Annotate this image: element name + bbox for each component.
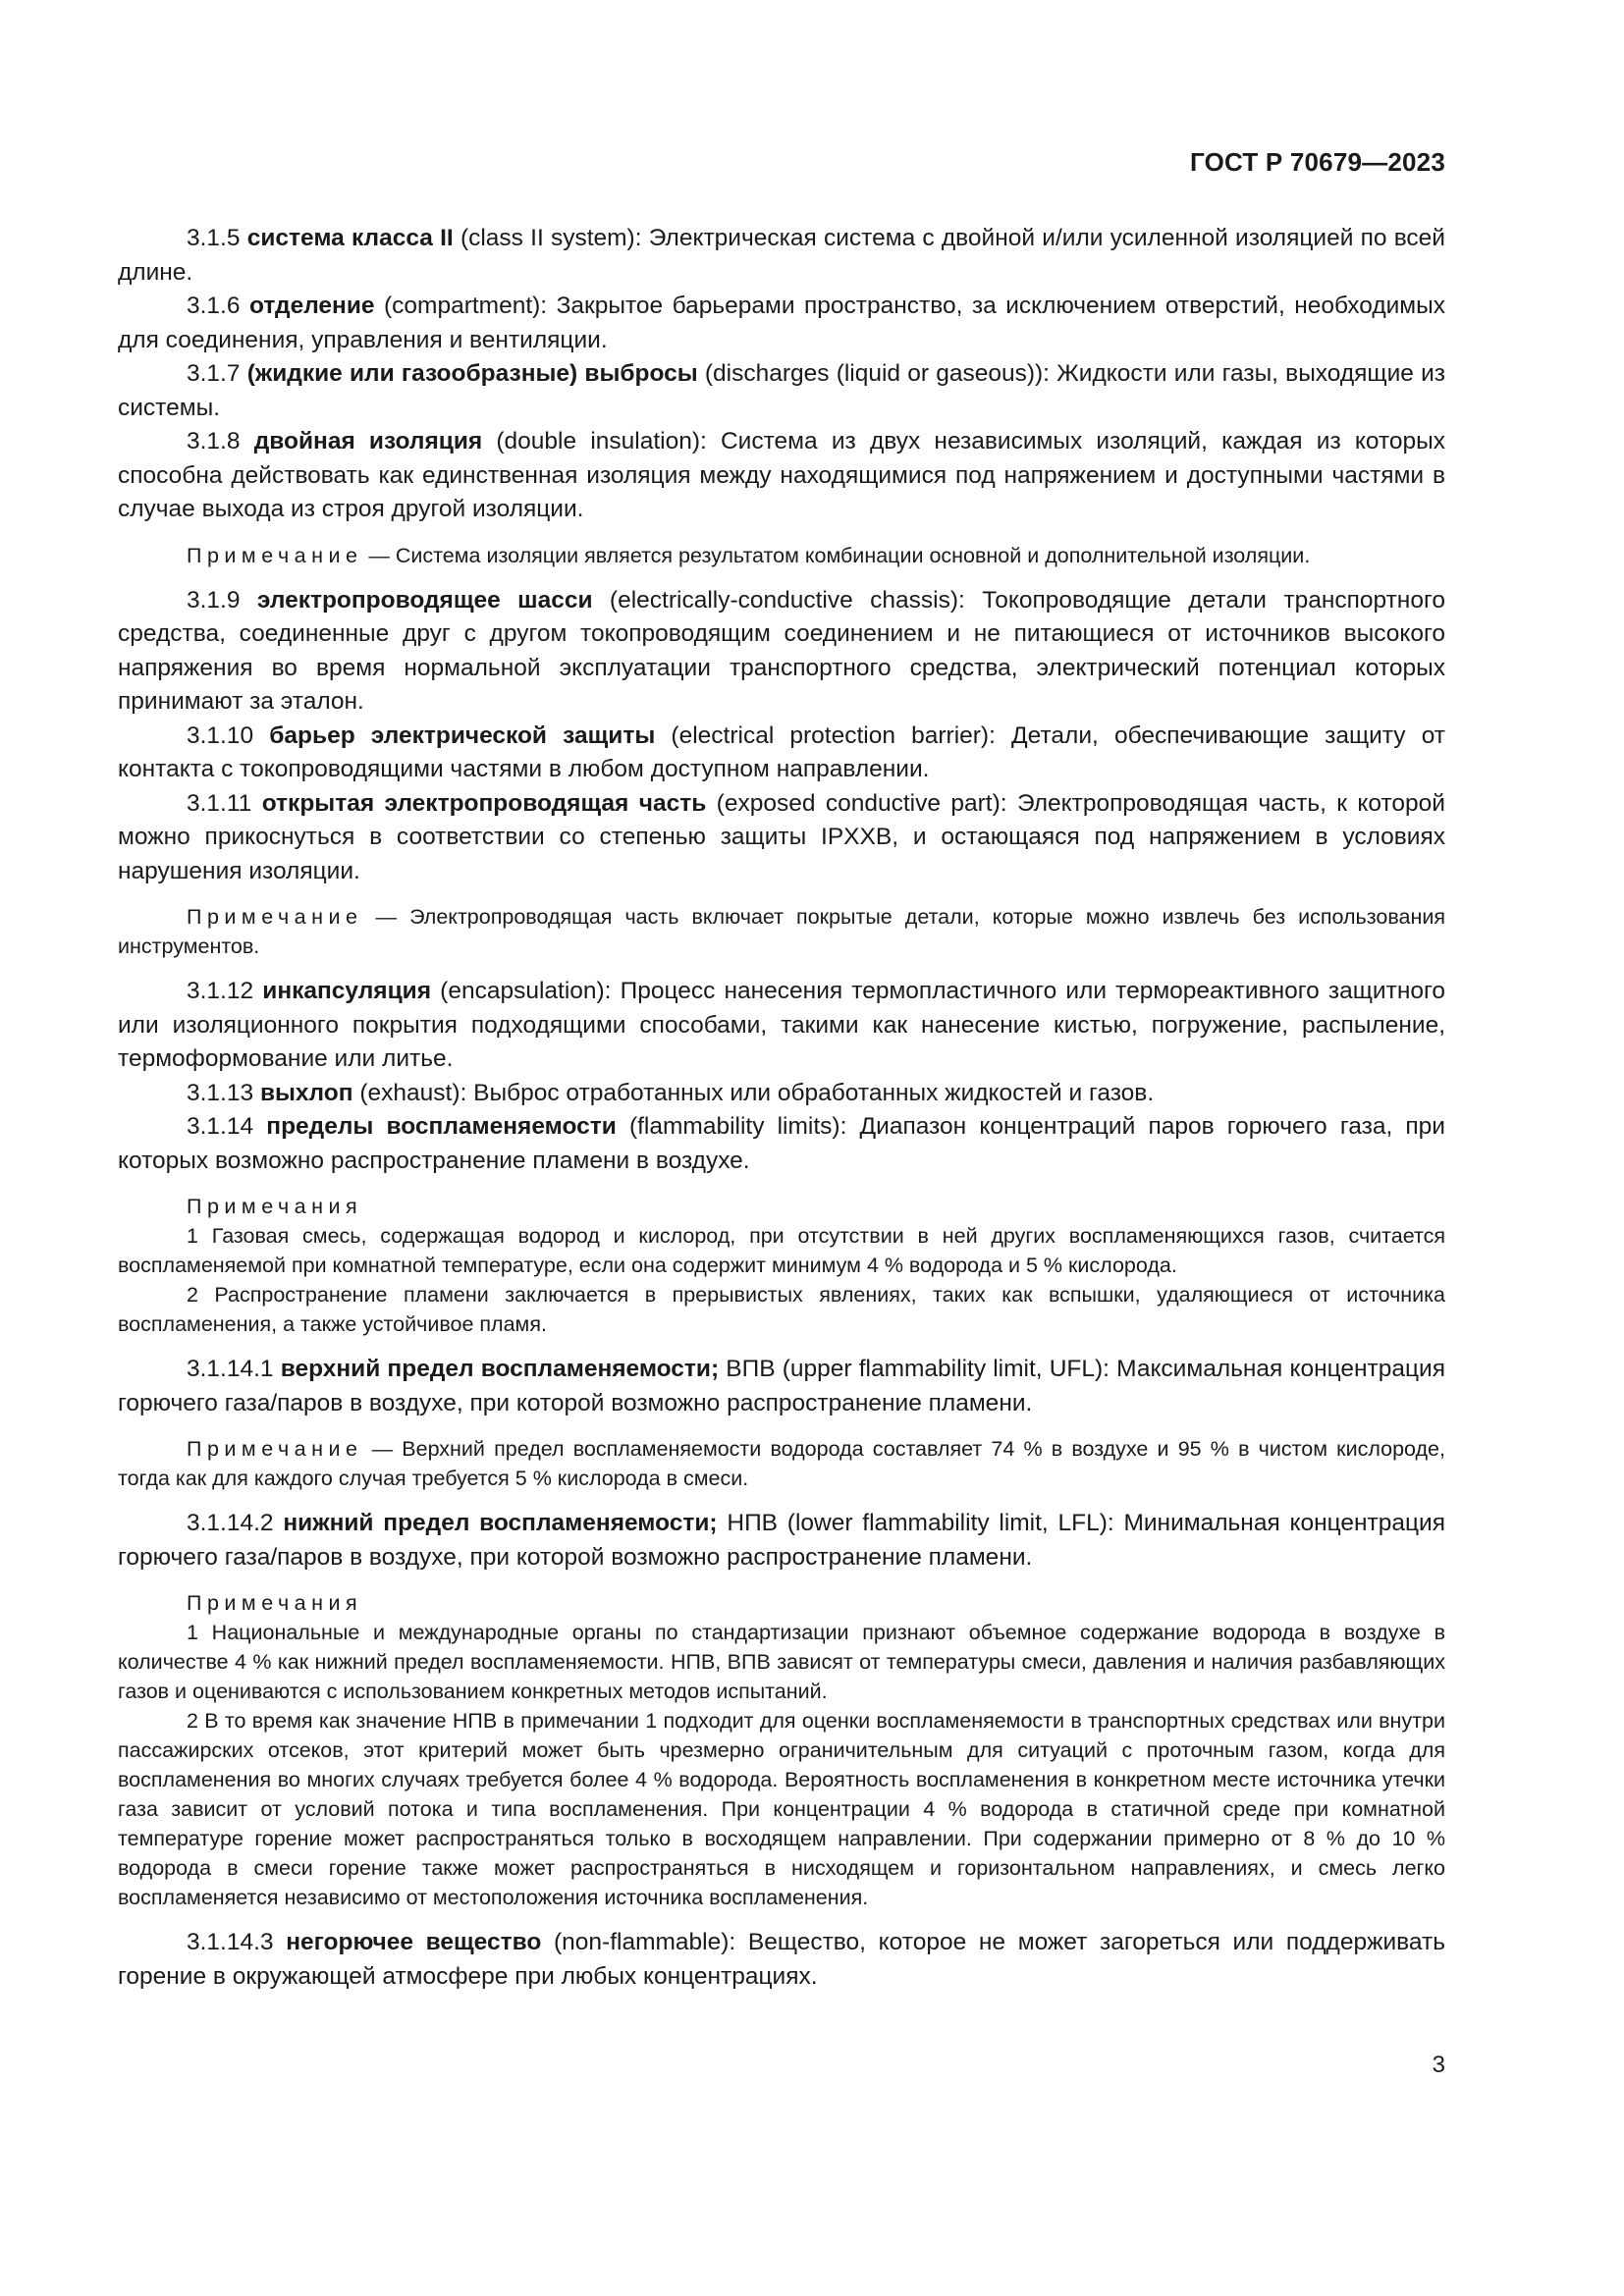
term-definition: (electrically-conductive chassis): Токопроводящие детали транспортного средства, соединенные друг с другом токопроводящим соединением и не питающиеся от источников высокого напряжения во время нормальной эксплуатации транспортного средства, электрический потенциал которых принимают за эталон. [118,586,1445,715]
term-definition: (double insulation): Система из двух независимых изоляций, каждая из которых способна действовать как единственная изоляция между находящимися под напряжением и доступными частями в случае выхода из строя другой изоляции. [118,428,1446,522]
term-number: 3.1.5 [187,225,241,251]
note-text: — Электропроводящая часть включает покрытые детали, которые можно извлечь без использования инструментов. [118,905,1445,958]
term-title: негорючее вещество [286,1929,542,1955]
term-number: 3.1.14 [187,1113,254,1140]
term-title: система класса II [246,225,454,251]
note-label: Примечание [187,1437,363,1461]
term-3-1-8 [118,425,1445,527]
term-definition: (class II system): Электрическая система с двойной и/или усиленной изоляцией по всей длине. [118,225,1445,286]
note-3-1-14-1 [118,1434,1445,1493]
term-title: пределы воспламеняемости [266,1113,617,1140]
term-3-1-7 [118,357,1445,425]
note-item: 2 В то время как значение НПВ в примечании 1 подходит для оценки воспламеняемости в транспортных средствах или внутри пассажирских отсеков, этот критерий может быть чрезмерно ограничительным для ситуаций с проточным газом, когда для воспламенения во многих случаях требуется более 4 % водорода. Вероятность воспламенения в конкретном месте источника утечки газа зависит от условий потока и типа воспламенения. При концентрации 4 % водорода в статичной среде при комнатной температуре горение может распространяться только в восходящем направлении. При содержании примерно от 8 % до 10 % водорода в смеси горение также может распространяться в нисходящем и горизонтальном направлениях, и смесь легко воспламеняется независимо от местоположения источника воспламенения. [118,1709,1445,1909]
note-item: 2 Распространение пламени заключается в прерывистых явлениях, таких как вспышки, удаляющиеся от источника воспламенения, а также устойчивое пламя. [118,1283,1445,1336]
term-3-1-11 [118,787,1445,889]
term-number: 3.1.10 [187,721,254,749]
term-definition: (electrical protection barrier): Детали, обеспечивающие защиту от контакта с токопроводящими частями в любом доступном направлении. [118,721,1445,782]
note-text: — Верхний предел воспламеняемости водорода составляет 74 % в воздухе и 95 % в чистом кислороде, тогда как для каждого случая требуется 5 % кислорода в смеси. [118,1437,1445,1490]
term-3-1-9 [118,584,1445,720]
term-title: выхлоп [259,1079,353,1106]
notes-label: Примечания [187,1195,363,1218]
term-title: нижний предел воспламеняемости; [283,1510,718,1536]
term-definition: (exposed conductive part): Электропроводящая часть, к которой можно прикоснуться в соответствии со степенью защиты IPXXB, и остающаяся под напряжением в условиях нарушения изоляции. [118,789,1445,884]
term-3-1-12 [118,975,1445,1077]
term-3-1-14 [118,1110,1445,1178]
term-number: 3.1.13 [187,1079,254,1106]
term-number: 3.1.14.3 [187,1929,274,1955]
term-number: 3.1.14.1 [187,1356,274,1382]
term-3-1-5 [118,222,1445,290]
term-title: барьер электрической защиты [269,721,656,749]
term-title: отделение [248,293,375,319]
notes-label: Примечания [187,1591,363,1615]
term-definition: (compartment): Закрытое барьерами пространство, за исключением отверстий, необходимых для соединения, управления и вентиляции. [118,293,1446,353]
notes-3-1-14 [118,1192,1445,1339]
term-3-1-6 [118,290,1445,357]
document-code: ГОСТ Р 70679—2023 [1190,147,1445,177]
term-definition: (non-flammable): Вещество, которое не может загореться или поддерживать горение в окружающей атмосфере при любых концентрациях. [118,1929,1445,1990]
term-number: 3.1.11 [187,789,252,817]
document-body [118,222,1445,1994]
term-3-1-14-3 [118,1926,1445,1994]
term-number: 3.1.12 [187,978,254,1004]
term-definition: (flammability limits): Диапазон концентраций паров горючего газа, при которых возможно распространение пламени в воздухе. [118,1113,1445,1174]
term-title: инкапсуляция [262,978,432,1004]
term-definition: (exhaust): Выброс отработанных или обработанных жидкостей и газов. [352,1079,1155,1106]
term-definition: (discharges (liquid or gaseous)): Жидкости или газы, выходящие из системы. [118,360,1446,421]
note-3-1-8 [118,541,1445,570]
term-title: верхний предел воспламеняемости; [280,1356,720,1382]
term-3-1-14-1 [118,1353,1445,1420]
term-definition: (encapsulation): Процесс нанесения термопластичного или термореактивного защитного или изоляционного покрытия подходящими способами, такими как нанесение кистью, погружение, распыление, термоформование или литье. [118,978,1446,1072]
term-title: открытая электропроводящая часть [261,789,707,817]
note-label: Примечание [187,905,363,929]
term-number: 3.1.14.2 [187,1510,274,1536]
term-definition: ВПВ (upper flammability limit, UFL): Максимальная концентрация горючего газа/паров в воздухе, при которой возможно распространение пламени. [118,1356,1445,1416]
note-label: Примечание [187,543,363,567]
note-text: — Система изоляции является результатом комбинации основной и дополнительной изоляции. [362,543,1311,567]
page-number: 3 [1432,2052,1445,2078]
term-definition: НПВ (lower flammability limit, LFL): Минимальная концентрация горючего газа/паров в воздухе, при которой возможно распространение пламени. [118,1510,1446,1571]
term-number: 3.1.7 [187,360,241,387]
term-number: 3.1.6 [187,293,241,319]
term-3-1-10 [118,720,1445,787]
term-number: 3.1.9 [187,586,241,614]
note-3-1-11 [118,902,1445,961]
note-item: 1 Газовая смесь, содержащая водород и кислород, при отсутствии в ней других воспламеняющихся газов, считается воспламеняемой при комнатной температуре, если она содержит минимум 4 % водорода и 5 % кислорода. [118,1224,1445,1277]
term-title: (жидкие или газообразные) выбросы [246,360,698,387]
term-3-1-14-2 [118,1507,1445,1575]
term-number: 3.1.8 [187,428,241,454]
term-title: двойная изоляция [253,428,483,454]
term-3-1-13 [118,1077,1445,1111]
notes-3-1-14-2 [118,1588,1445,1912]
term-title: электропроводящее шасси [256,586,593,614]
note-item: 1 Национальные и международные органы по стандартизации признают объемное содержание водорода в воздухе в количестве 4 % как нижний предел воспламеняемости. НПВ, ВПВ зависят от температуры смеси, давления и наличия разбавляющих газов и оцениваются с использованием конкретных методов испытаний. [118,1621,1445,1703]
